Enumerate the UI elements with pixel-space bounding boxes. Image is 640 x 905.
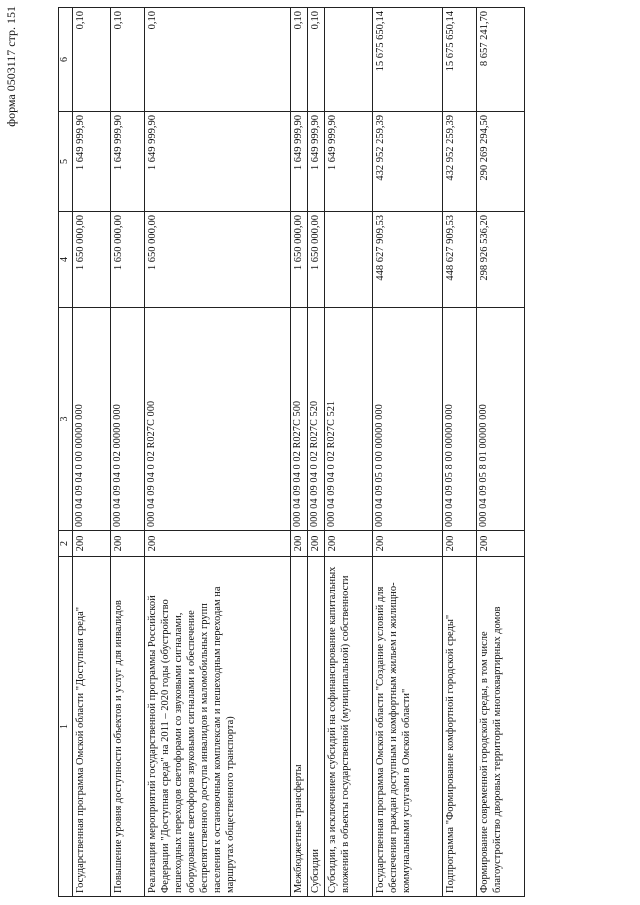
row-classification-code: 000 04 09 04 0 02 R027C 520 <box>307 308 324 531</box>
column-header: 6 <box>59 8 73 112</box>
row-approved-amount: 448 627 909,53 <box>372 212 442 308</box>
row-executed-amount: 1 649 999,90 <box>324 112 372 212</box>
row-name: Повышение уровня доступности объектов и услуг для инвалидов <box>110 557 144 897</box>
column-header: 3 <box>59 308 73 531</box>
row-remaining-amount: 8 657 241,70 <box>476 8 524 112</box>
row-classification-code: 000 04 09 04 0 02 00000 000 <box>110 308 144 531</box>
form-label: форма 0503117 стр. 151 <box>4 6 18 127</box>
row-name: Субсидии <box>307 557 324 897</box>
row-executed-amount: 1 649 999,90 <box>144 112 290 212</box>
row-line-code: 200 <box>307 531 324 557</box>
table-row <box>307 8 324 897</box>
row-line-code: 200 <box>324 531 372 557</box>
row-approved-amount: 1 650 000,00 <box>144 212 290 308</box>
row-executed-amount: 1 649 999,90 <box>72 112 110 212</box>
table-row <box>372 8 442 897</box>
row-approved-amount: 1 650 000,00 <box>290 212 307 308</box>
row-classification-code: 000 04 09 04 0 00 00000 000 <box>72 308 110 531</box>
row-remaining-amount: 0,10 <box>72 8 110 112</box>
budget-table <box>58 7 525 897</box>
row-line-code: 200 <box>290 531 307 557</box>
row-approved-amount: 1 650 000,00 <box>110 212 144 308</box>
row-remaining-amount: 15 675 650,14 <box>442 8 476 112</box>
table-row <box>476 8 524 897</box>
row-remaining-amount <box>324 8 372 112</box>
table-row <box>110 8 144 897</box>
row-executed-amount: 432 952 259,39 <box>442 112 476 212</box>
table-row <box>290 8 307 897</box>
row-line-code: 200 <box>442 531 476 557</box>
row-name: Государственная программа Омской области "Доступная среда" <box>72 557 110 897</box>
row-classification-code: 000 04 09 05 0 00 00000 000 <box>372 308 442 531</box>
column-header: 1 <box>59 557 73 897</box>
row-executed-amount: 1 649 999,90 <box>290 112 307 212</box>
row-approved-amount: 1 650 000,00 <box>307 212 324 308</box>
row-classification-code: 000 04 09 05 8 01 00000 000 <box>476 308 524 531</box>
row-remaining-amount: 0,10 <box>290 8 307 112</box>
row-line-code: 200 <box>144 531 290 557</box>
row-approved-amount: 448 627 909,53 <box>442 212 476 308</box>
row-executed-amount: 290 269 294,50 <box>476 112 524 212</box>
row-executed-amount: 1 649 999,90 <box>110 112 144 212</box>
table-row <box>442 8 476 897</box>
row-line-code: 200 <box>110 531 144 557</box>
row-executed-amount: 432 952 259,39 <box>372 112 442 212</box>
row-name: Межбюджетные трансферты <box>290 557 307 897</box>
table-row <box>144 8 290 897</box>
table-row <box>324 8 372 897</box>
row-approved-amount <box>324 212 372 308</box>
row-executed-amount: 1 649 999,90 <box>307 112 324 212</box>
row-classification-code: 000 04 09 04 0 02 R027C 000 <box>144 308 290 531</box>
row-name: Формирование современной городской среды, в том числе благоустройство дворовых территорий многоквартирных домов <box>476 557 524 897</box>
column-header: 2 <box>59 531 73 557</box>
row-name: Субсидии, за исключением субсидий на софинансирование капитальных вложений в объекты государственной (муниципальной) собственности <box>324 557 372 897</box>
row-remaining-amount: 0,10 <box>110 8 144 112</box>
row-line-code: 200 <box>476 531 524 557</box>
row-line-code: 200 <box>72 531 110 557</box>
row-remaining-amount: 15 675 650,14 <box>372 8 442 112</box>
row-classification-code: 000 04 09 04 0 02 R027C 521 <box>324 308 372 531</box>
row-classification-code: 000 04 09 05 8 00 00000 000 <box>442 308 476 531</box>
column-header: 5 <box>59 112 73 212</box>
row-remaining-amount: 0,10 <box>144 8 290 112</box>
table-row <box>72 8 110 897</box>
row-approved-amount: 1 650 000,00 <box>72 212 110 308</box>
column-header: 4 <box>59 212 73 308</box>
row-classification-code: 000 04 09 04 0 02 R027C 500 <box>290 308 307 531</box>
row-name: Реализация мероприятий государственной программы Российской Федерации "Доступная среда" на 2011 – 2020 годы (обустройство пешеходных переходов светофорами со звуковыми сигналами, оборудование светофоров звуковыми сигналами и обеспечение беспрепятственного доступа инвалидов и маломобильных групп населения к остановочным комплексам и пешеходным переходам на маршрутах общественного транспорта) <box>144 557 290 897</box>
row-line-code: 200 <box>372 531 442 557</box>
row-approved-amount: 298 926 536,20 <box>476 212 524 308</box>
header-row <box>59 8 73 897</box>
row-name: Подпрограмма "Формирование комфортной городской среды" <box>442 557 476 897</box>
row-name: Государственная программа Омской области "Создание условий для обеспечения граждан доступным и комфортным жильем и жилищно-коммунальными услугами в Омской области" <box>372 557 442 897</box>
row-remaining-amount: 0,10 <box>307 8 324 112</box>
